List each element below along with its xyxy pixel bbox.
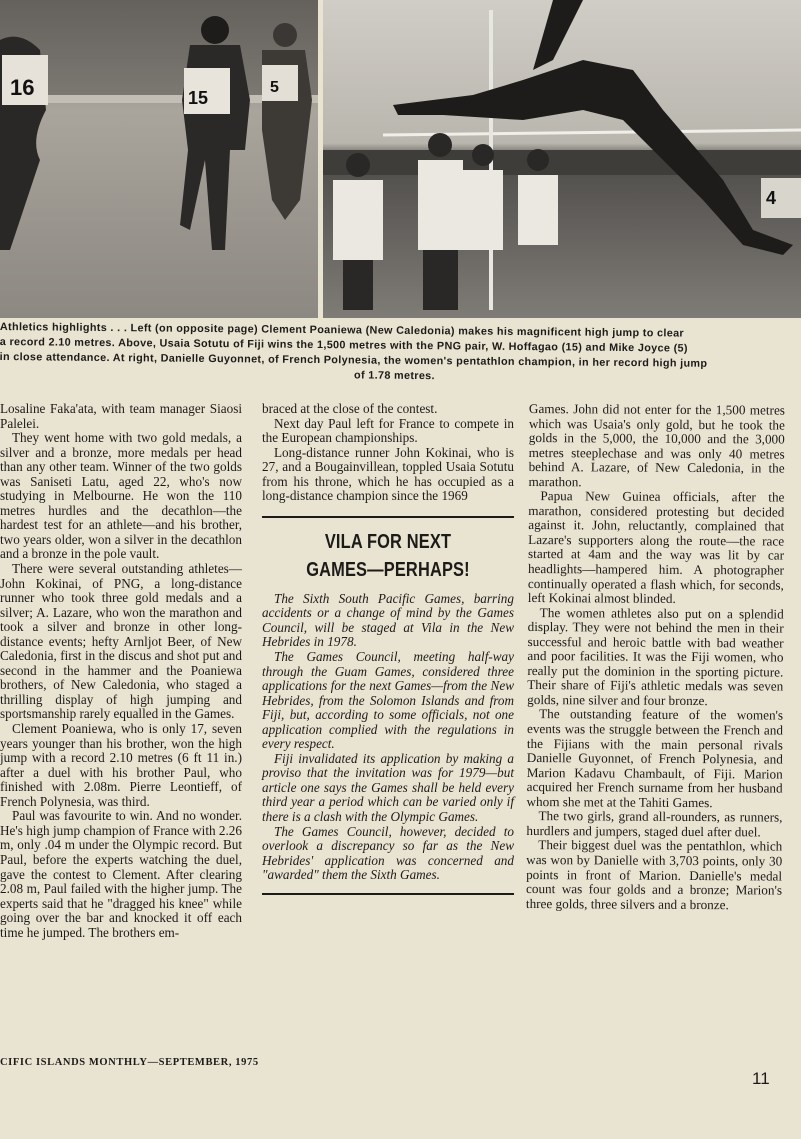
bib-number-4: 4: [766, 188, 777, 208]
article-column-middle: [262, 402, 514, 895]
sidebar-paragraph: Fiji invalidated its application by making a proviso that the invitation was for 1979—but article one says the Games shall be held every third year a period which can be varied only if there is a clash with the Olympic Games.: [262, 750, 514, 825]
runners-image: [0, 0, 318, 318]
bib-number-15: 15: [188, 88, 209, 108]
caption-line-1: Athletics highlights . . . Left (on opposite page) Clement Poaniewa (New Caledonia) makes his magnificent high jump to clear: [0, 320, 685, 340]
photo-caption: [0, 320, 790, 388]
paragraph: The outstanding feature of the women's events was the struggle between the French and the Fijians with the main personal rivals Danielle Guyonnet, of French Polynesia, and Marion Kadavu Chambault, of Fiji. Marion acquired her French surname from her husband whom she met at the Tahiti Games.: [526, 706, 784, 810]
paragraph: braced at the close of the contest.: [262, 401, 438, 416]
paragraph: Games. John did not enter for the 1,500 metres which was Usaia's only gold, but he took the golds in the 5,000, the 10,000 and the 3,000 metres steeplechase and was only 40 metres behind A. Lazare, of New Caledonia, in the marathon.: [528, 401, 786, 490]
caption-line-4: of 1.78 metres.: [353, 369, 435, 383]
article-column-left: [0, 402, 242, 940]
paragraph: Losaline Faka'ata, with team manager Siaosi Palelei.: [0, 401, 242, 431]
high-jump-image: [323, 0, 801, 318]
sidebar-paragraph: The Games Council, meeting half-way through the Guam Games, considered three applications for the next Games—from the New Hebrides, from the Solomon Islands and from Fiji, but, according to some officials, not one application complied with the regulations in every respect.: [262, 649, 514, 752]
sidebar-headline: [285, 528, 492, 584]
headline-line-2: GAMES—PERHAPS!: [306, 558, 470, 581]
caption-line-3: in close attendance. At right, Danielle Guyonnet, of French Polynesia, the women's pentathlon champion, in her record high jump: [0, 350, 708, 370]
paragraph: Paul was favourite to win. And no wonder. He's high jump champion of France with 2.26 m, only .04 m under the Olympic record. But Paul, before the experts watching the duel, gave the contest to Clement. After clearing 2.08 m, Paul failed with the higher jump. The experts said that he "dragged his knee" while going over the bar and knocked it off each time he jumped. The brothers em-: [0, 808, 242, 940]
paragraph: The two girls, grand all-rounders, as runners, hurdlers and jumpers, staged duel after duel.: [526, 808, 783, 840]
paragraph: They went home with two gold medals, a silver and a bronze, more medals per head than any other team. Winner of the two golds was Saniseti Latu, aged 22, who's now studying in Melbourne. He won the 110 metres hurdles and the decathlon—the hardest test for an athlete—and his brother, two years older, won a silver in the decathlon and a bronze in the pole vault.: [0, 430, 242, 562]
photo-high-jump: [323, 0, 801, 318]
sidebar-paragraph: The Sixth South Pacific Games, barring accidents or a change of mind by the Games Council, will be staged at Vila in the New Hebrides in 1978.: [262, 590, 514, 650]
publication-footer: CIFIC ISLANDS MONTHLY—SEPTEMBER, 1975: [0, 1057, 259, 1068]
sidebar-body: [262, 592, 514, 883]
sidebar-top-rule: [262, 516, 514, 518]
sidebar-paragraph: The Games Council, however, decided to overlook a discrepancy so far as the New Hebrides' application was concerned and "awarded" them the Sixth Games.: [262, 823, 514, 883]
paragraph: The women athletes also put on a splendid display. They were not behind the men in their successful and heroic battle with bad weather and poor facilities. It was the Fiji women, who really put the dominion in the sporting picture. Their share of Fiji's athletic medals was seven golds, nine silver and four bronze.: [527, 604, 784, 709]
photo-runners: [0, 0, 318, 318]
article-column-right: [526, 402, 785, 913]
paragraph: There were several outstanding athletes—John Kokinai, of PNG, a long-distance runner who took three gold medals and a silver; A. Lazare, who won the marathon and took a silver and bronze in other long-distance events; hefty Arnljot Beer, of New Caledonia, first in the discus and shot put and second in the hammer and the Poaniewa brothers, of New Caledonia, who staged a thrilling display of high jumping and sportsmanship rarely equalled in the Games.: [0, 561, 242, 722]
paragraph: Their biggest duel was the pentathlon, which was won by Danielle with 3,703 points, only 30 points in front of Marion. Danielle's medal count was four golds and a bronze; Marion's three golds, three silvers and a bronze.: [525, 837, 783, 912]
sidebar-bottom-rule: [262, 893, 514, 895]
bib-number-16: 16: [10, 75, 35, 100]
page-number: 11: [752, 1069, 770, 1088]
paragraph: Clement Poaniewa, who is only 17, seven years younger than his brother, won the high jump with a record 2.10 metres (6 ft 11 in.) after a duel with his brother Paul, who finished with 2.08m. Pierre Leontieff, of French Polynesia, was third.: [0, 721, 242, 809]
paragraph: Papua New Guinea officials, after the marathon, considered protesting but decided against it. John, reluctantly, complained that Lazare's supporters along the route—the race started at 4am and the way was lit by car headlights—hampered him. A photographer continually operated a flash which, for seconds, left Kokinai almost blinded.: [527, 488, 785, 607]
bib-number-5: 5: [270, 79, 279, 96]
headline-line-1: VILA FOR NEXT: [324, 530, 452, 553]
caption-line-2: a record 2.10 metres. Above, Usaia Sotutu of Fiji wins the 1,500 metres with the PNG pair, W. Hoffagao (15) and Mike Joyce (5): [0, 335, 688, 355]
paragraph: Long-distance runner John Kokinai, who is 27, and a Bougainvillean, toppled Usaia Sotutu from his throne, which he has occupied as a long-distance champion since the 1969: [262, 444, 514, 504]
paragraph: Next day Paul left for France to compete in the European championships.: [262, 415, 514, 446]
